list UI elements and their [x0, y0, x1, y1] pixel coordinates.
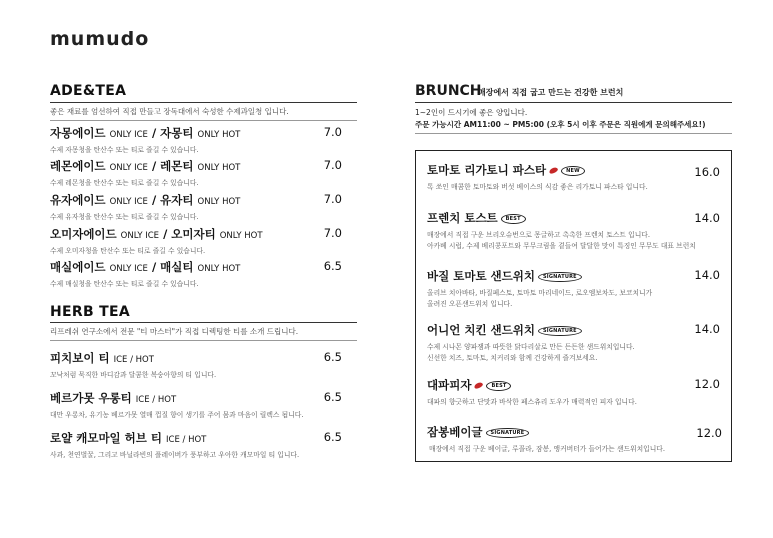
item-name: 로얄 캐모마일 허브 티 [50, 431, 162, 445]
item-name: 매실에이드 [50, 260, 106, 274]
signature-badge: SIGNATURE [538, 272, 582, 282]
item-price: 7.0 [323, 226, 342, 240]
item-name: 유자에이드 [50, 193, 106, 207]
item-price: 12.0 [694, 377, 720, 391]
herb-tea-rule [50, 322, 357, 323]
item-separator: / [151, 260, 157, 274]
ade-tea-rule-2 [50, 120, 357, 121]
signature-badge: SIGNATURE [486, 428, 530, 438]
item-price: 6.5 [323, 350, 342, 364]
item-description-2: 아카베 시럽, 수제 베리콩포트와 무무크림을 곁들여 달달한 맛이 특징인 무무도 대표 브런치 [427, 242, 696, 250]
chili-icon [548, 166, 558, 174]
item-description: 매장에서 직접 구운 베이글, 루꼴라, 잠봉, 앵커버터가 들어가는 샌드위치입니다. [429, 445, 666, 453]
best-badge: BEST [501, 214, 526, 224]
brunch-rule-2 [415, 133, 732, 134]
item-hot-tag: ONLY HOT [219, 231, 263, 241]
new-badge: NEW [561, 166, 585, 176]
brunch-rule [415, 102, 732, 103]
item-price: 6.5 [323, 390, 342, 404]
menu-item [50, 350, 216, 379]
menu-item [427, 424, 665, 453]
ade-tea-description: 좋은 재료를 엄선하여 직접 만들고 장독대에서 숙성한 수제과일청 입니다. [50, 107, 289, 116]
item-name: 토마토 리가토니 파스타 [427, 163, 547, 177]
item-temp-tag: ICE / HOT [135, 395, 177, 405]
best-badge: BEST [486, 381, 511, 391]
menu-item [50, 192, 240, 221]
item-name: 레몬에이드 [50, 159, 106, 173]
item-price: 14.0 [694, 322, 720, 336]
item-separator: / [163, 227, 168, 241]
item-temp-tag: ICE / HOT [166, 435, 207, 445]
item-name-2: 자몽티 [160, 126, 194, 140]
menu-item [50, 125, 240, 154]
item-description: 올리브 치아바타, 바질페스토, 토마토 마리네이드, 로오엠보차도, 보코치니가 [427, 289, 653, 297]
item-separator: / [151, 159, 157, 173]
brunch-subtitle: 매장에서 직접 굽고 만드는 건강한 브런치 [478, 88, 624, 97]
item-ice-tag: ONLY ICE [109, 163, 148, 173]
item-price: 6.5 [323, 259, 342, 273]
item-description: 매장에서 직접 구운 브리오슈번으로 몽글하고 촉촉한 프렌치 토스트 입니다. [427, 231, 650, 239]
menu-item [427, 377, 637, 406]
item-description: 대파의 향긋하고 단맛과 바삭한 페스츄리 도우가 매력적인 피자 입니다. [427, 398, 637, 406]
item-description: 톡 쏘인 매콤한 토마토와 버섯 베이스의 식감 좋은 리가토니 파스타 입니다. [427, 183, 648, 191]
item-hot-tag: ONLY HOT [197, 197, 241, 207]
item-description: 수제 레몬청을 탄산수 또는 티로 즐길 수 있습니다. [50, 179, 199, 187]
item-ice-tag: ONLY ICE [109, 197, 148, 207]
menu-item [50, 259, 240, 288]
item-description: 수제 시나몬 양파잼과 따뜻한 닭다리살로 만든 든든한 샌드위치입니다. [427, 343, 635, 351]
item-hot-tag: ONLY HOT [197, 163, 241, 173]
item-name-2: 오미자티 [171, 227, 216, 241]
menu-item [427, 268, 652, 308]
menu-item [50, 430, 299, 459]
menu-item [427, 210, 696, 250]
item-price: 7.0 [323, 158, 342, 172]
item-name: 잠봉베이글 [427, 425, 483, 439]
item-name-2: 레몬티 [160, 159, 194, 173]
signature-badge: SIGNATURE [538, 326, 582, 336]
item-name: 어니언 치킨 샌드위치 [427, 323, 535, 337]
item-price: 7.0 [323, 192, 342, 206]
item-description: 수제 유자청을 탄산수 또는 티로 즐길 수 있습니다. [50, 213, 199, 221]
item-ice-tag: ONLY ICE [109, 130, 148, 140]
brunch-note-hours: 주문 가능시간 AM11:00 ~ PM5:00 (오후 5시 이후 주문은 직원에게 문의해주세요!) [415, 120, 706, 129]
item-description: 사과, 천연벌꿀, 그리고 바닐라빈의 플레이버가 풍부하고 우아한 캐모마일 티 입니다. [50, 451, 300, 459]
item-description-2: 신선한 치즈, 토마토, 치커리와 함께 건강하게 즐겨보세요. [427, 354, 598, 362]
item-price: 16.0 [694, 165, 720, 179]
menu-item [50, 390, 303, 419]
item-name-2: 유자티 [160, 193, 194, 207]
item-price: 12.0 [696, 426, 722, 440]
herb-tea-title: HERB TEA [50, 304, 130, 320]
herb-tea-description: 리프레쉬 연구소에서 전문 "티 마스터"가 직접 디렉팅한 티를 소개 드립니다. [50, 327, 299, 336]
item-separator: / [151, 126, 157, 140]
item-description: 수제 자몽청을 탄산수 또는 티로 즐길 수 있습니다. [50, 146, 199, 154]
item-description: 꼬낙처럼 묵직한 바디감과 달콤한 복숭아향의 티 입니다. [50, 371, 217, 379]
item-price: 6.5 [323, 430, 342, 444]
chili-icon [474, 381, 484, 389]
item-price: 14.0 [694, 268, 720, 282]
item-temp-tag: ICE / HOT [113, 355, 154, 365]
brunch-title: BRUNCH [415, 83, 482, 99]
item-ice-tag: ONLY ICE [109, 264, 148, 274]
item-name-2: 매실티 [160, 260, 194, 274]
item-name: 자몽에이드 [50, 126, 106, 140]
item-description-2: 올려진 오픈샌드위치 입니다. [427, 300, 513, 308]
item-ice-tag: ONLY ICE [120, 231, 160, 241]
item-description: 수제 매실청을 탄산수 또는 티로 즐길 수 있습니다. [50, 280, 199, 288]
menu-item [427, 322, 635, 362]
item-price: 14.0 [694, 211, 720, 225]
item-description: 대만 우롱차, 유기농 베르가못 열매 껍질 향이 생기를 주어 몸과 마음이 릴렉스 됩니다. [50, 411, 304, 419]
item-name: 오미자에이드 [50, 227, 117, 241]
menu-item [50, 226, 263, 255]
item-name: 프렌치 토스트 [427, 211, 498, 225]
item-name: 베르가못 우롱티 [50, 391, 132, 405]
item-hot-tag: ONLY HOT [197, 264, 241, 274]
item-name: 바질 토마토 샌드위치 [427, 269, 535, 283]
ade-tea-rule [50, 102, 357, 103]
item-hot-tag: ONLY HOT [197, 130, 241, 140]
menu-item [50, 158, 240, 187]
herb-tea-rule-2 [50, 340, 357, 341]
item-price: 7.0 [323, 125, 342, 139]
item-name: 피치보이 티 [50, 351, 110, 365]
ade-tea-title: ADE&TEA [50, 83, 127, 99]
menu-item [427, 162, 648, 191]
item-separator: / [151, 193, 157, 207]
brand-logo: mumudo [50, 28, 150, 50]
brunch-note-portion: 1~2인이 드시기에 좋은 양입니다. [415, 108, 528, 117]
item-name: 대파피자 [427, 378, 472, 392]
item-description: 수제 오미자청을 탄산수 또는 티로 즐길 수 있습니다. [50, 247, 206, 255]
